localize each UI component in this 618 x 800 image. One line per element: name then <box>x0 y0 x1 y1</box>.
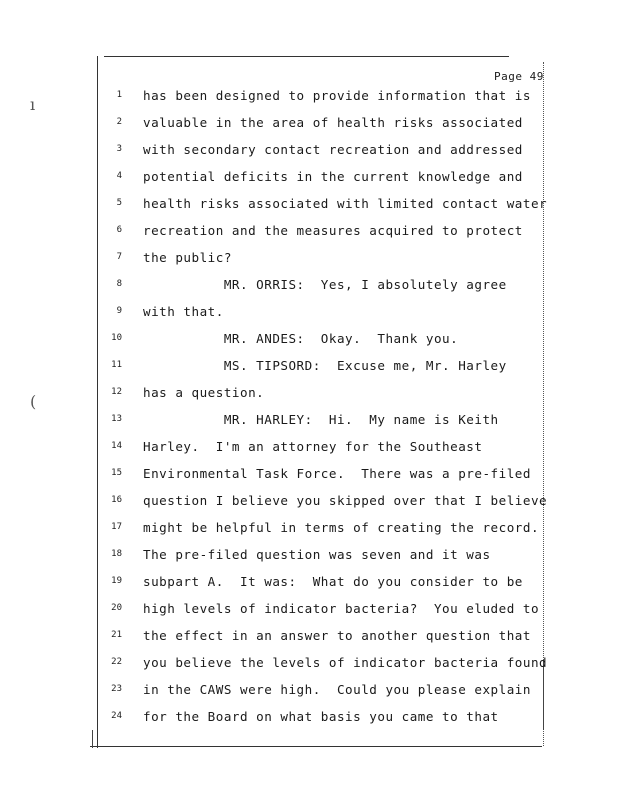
line-text: MR. ORRIS: Yes, I absolutely agree <box>143 277 507 292</box>
transcript-line <box>0 547 618 574</box>
line-number: 1 <box>116 90 122 100</box>
line-number: 20 <box>111 603 122 613</box>
line-number: 14 <box>111 441 122 451</box>
transcript-line <box>0 439 618 466</box>
line-number: 17 <box>111 522 122 532</box>
margin-scan-mark: ı <box>30 95 36 114</box>
transcript-line <box>0 466 618 493</box>
line-text: MR. ANDES: Okay. Thank you. <box>143 331 459 346</box>
line-number: 8 <box>116 279 122 289</box>
line-text: MS. TIPSORD: Excuse me, Mr. Harley <box>143 358 507 373</box>
transcript-line <box>0 277 618 304</box>
line-text: has been designed to provide information that is <box>143 88 531 103</box>
line-text: might be helpful in terms of creating the record. <box>143 520 540 535</box>
line-text: The pre-filed question was seven and it was <box>143 547 491 562</box>
transcript-line <box>0 655 618 682</box>
line-number: 3 <box>116 144 122 154</box>
line-number: 9 <box>116 306 122 316</box>
transcript-line <box>0 412 618 439</box>
line-number: 4 <box>116 171 122 181</box>
line-number: 5 <box>116 198 122 208</box>
transcript-line <box>0 574 618 601</box>
line-number: 19 <box>111 576 122 586</box>
line-text: you believe the levels of indicator bacteria found <box>143 655 548 670</box>
transcript-line <box>0 331 618 358</box>
line-text: high levels of indicator bacteria? You eluded to <box>143 601 540 616</box>
transcript-line <box>0 520 618 547</box>
transcript-line <box>0 682 618 709</box>
line-text: Environmental Task Force. There was a pre-filed <box>143 466 531 481</box>
bottom-rule <box>90 746 542 747</box>
line-number: 7 <box>116 252 122 262</box>
transcript-line <box>0 601 618 628</box>
transcript-line <box>0 196 618 223</box>
line-text: valuable in the area of health risks associated <box>143 115 523 130</box>
line-number: 6 <box>116 225 122 235</box>
line-number: 21 <box>111 630 122 640</box>
transcript-line <box>0 169 618 196</box>
page-number: Page 49 <box>494 70 544 83</box>
line-text: the effect in an answer to another question that <box>143 628 531 643</box>
line-number: 11 <box>111 360 122 370</box>
transcript-line <box>0 304 618 331</box>
line-text: with secondary contact recreation and addressed <box>143 142 523 157</box>
transcript-line <box>0 358 618 385</box>
transcript-line <box>0 142 618 169</box>
line-number: 12 <box>111 387 122 397</box>
line-number: 2 <box>116 117 122 127</box>
line-text: recreation and the measures acquired to protect <box>143 223 523 238</box>
line-number: 13 <box>111 414 122 424</box>
line-number: 22 <box>111 657 122 667</box>
transcript-line <box>0 709 618 736</box>
line-number: 18 <box>111 549 122 559</box>
line-text: for the Board on what basis you came to that <box>143 709 499 724</box>
line-text: health risks associated with limited contact water <box>143 196 548 211</box>
transcript-line <box>0 115 618 142</box>
line-text: subpart A. It was: What do you consider to be <box>143 574 523 589</box>
line-number: 10 <box>111 333 122 343</box>
margin-scan-mark: ( <box>30 392 37 411</box>
transcript-line <box>0 223 618 250</box>
line-text: has a question. <box>143 385 265 400</box>
line-text: MR. HARLEY: Hi. My name is Keith <box>143 412 499 427</box>
line-text: question I believe you skipped over that I believe <box>143 493 548 508</box>
transcript-line <box>0 628 618 655</box>
transcript-line <box>0 493 618 520</box>
line-number: 23 <box>111 684 122 694</box>
line-text: the public? <box>143 250 232 265</box>
line-text: potential deficits in the current knowledge and <box>143 169 523 184</box>
transcript-line <box>0 88 618 115</box>
line-number: 24 <box>111 711 122 721</box>
top-rule <box>104 56 509 57</box>
line-number: 15 <box>111 468 122 478</box>
line-text: Harley. I'm an attorney for the Southeast <box>143 439 483 454</box>
line-text: with that. <box>143 304 224 319</box>
transcript-line <box>0 250 618 277</box>
line-number: 16 <box>111 495 122 505</box>
line-text: in the CAWS were high. Could you please explain <box>143 682 531 697</box>
transcript-line <box>0 385 618 412</box>
